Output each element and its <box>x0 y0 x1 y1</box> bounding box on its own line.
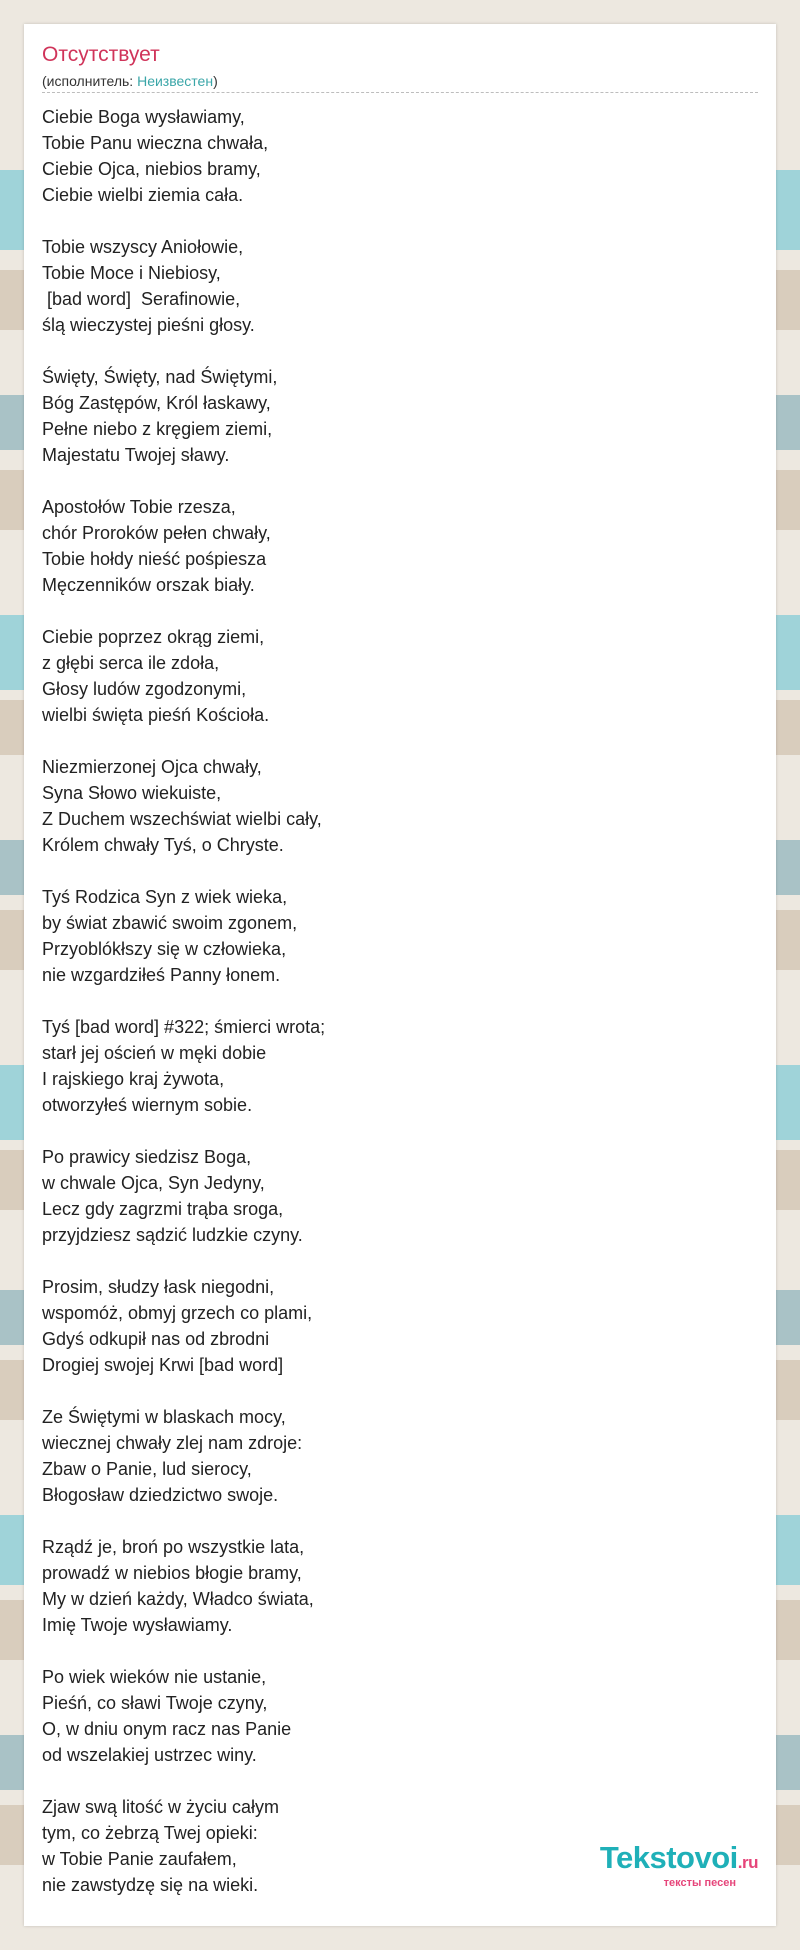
lyrics-line: Błogosław dziedzictwo swoje. <box>42 1485 279 1505</box>
lyrics-line: Tyś Rodzica Syn z wiek wieka, <box>42 887 288 907</box>
lyrics-line: by świat zbawić swoim zgonem, <box>42 913 298 933</box>
artist-link[interactable]: Неизвестен <box>137 73 214 89</box>
lyrics-line: Syna Słowo wiekuiste, <box>42 783 222 803</box>
lyrics-text <box>42 104 742 1924</box>
lyrics-line: Pieśń, co sławi Twoje czyny, <box>42 1693 268 1713</box>
lyrics-stanza <box>42 884 742 988</box>
logo-wordmark <box>600 1842 758 1879</box>
site-logo[interactable] <box>600 1842 758 1890</box>
lyrics-stanza <box>42 364 742 468</box>
lyrics-line: chór Proroków pełen chwały, <box>42 523 271 543</box>
lyrics-line: Po wiek wieków nie ustanie, <box>42 1667 267 1687</box>
lyrics-stanza <box>42 1664 742 1768</box>
lyrics-line: Drogiej swojej Krwi [bad word] <box>42 1355 284 1375</box>
lyrics-line: Ciebie Boga wysławiamy, <box>42 107 245 127</box>
lyrics-stanza <box>42 1014 742 1118</box>
lyrics-stanza <box>42 1534 742 1638</box>
logo-name: Tekstovoi <box>599 1840 738 1875</box>
lyrics-line: Królem chwały Tyś, o Chryste. <box>42 835 284 855</box>
lyrics-line: Ciebie wielbi ziemia cała. <box>42 185 244 205</box>
artist-suffix: ) <box>213 73 218 89</box>
lyrics-line: otworzyłeś wiernym sobie. <box>42 1095 253 1115</box>
lyrics-stanza <box>42 754 742 858</box>
title-divider <box>42 92 758 93</box>
lyrics-line: Ciebie Ojca, niebios bramy, <box>42 159 261 179</box>
lyrics-line: Tyś [bad word] #322; śmierci wrota; <box>42 1017 326 1037</box>
song-title: Отсутствует <box>42 43 160 66</box>
lyrics-line: Ze Świętymi w blaskach mocy, <box>42 1407 286 1427</box>
lyrics-line: O, w dniu onym racz nas Panie <box>42 1719 292 1739</box>
lyrics-line: [bad word] Serafinowie, <box>42 289 241 309</box>
lyrics-line: Tobie Moce i Niebiosy, <box>42 263 221 283</box>
lyrics-line: Niezmierzonej Ojca chwały, <box>42 757 262 777</box>
lyrics-line: nie wzgardziłeś Panny łonem. <box>42 965 281 985</box>
lyrics-line: wspomóż, obmyj grzech co plami, <box>42 1303 313 1323</box>
logo-tld: .ru <box>737 1853 758 1872</box>
logo-tagline: тексты песен <box>663 1877 736 1889</box>
lyrics-line: starł jej oścień w męki dobie <box>42 1043 267 1063</box>
lyrics-line: Zbaw o Panie, lud sierocy, <box>42 1459 252 1479</box>
lyrics-line: Męczenników orszak biały. <box>42 575 255 595</box>
artist-prefix: (исполнитель: <box>42 73 138 89</box>
lyrics-line: z głębi serca ile zdoła, <box>42 653 220 673</box>
lyrics-line: Gdyś odkupił nas od zbrodni <box>42 1329 270 1349</box>
artist-line <box>42 72 218 90</box>
lyrics-line: Rządź je, broń po wszystkie lata, <box>42 1537 305 1557</box>
lyrics-line: Zjaw swą litość w życiu całym <box>42 1797 280 1817</box>
lyrics-stanza <box>42 1144 742 1248</box>
lyrics-line: od wszelakiej ustrzec winy. <box>42 1745 257 1765</box>
lyrics-line: wiecznej chwały zlej nam zdroje: <box>42 1433 303 1453</box>
lyrics-line: Imię Twoje wysławiamy. <box>42 1615 233 1635</box>
lyrics-stanza <box>42 494 742 598</box>
lyrics-line: Bóg Zastępów, Król łaskawy, <box>42 393 271 413</box>
lyrics-line: Święty, Święty, nad Świętymi, <box>42 367 278 387</box>
lyrics-line: Majestatu Twojej sławy. <box>42 445 230 465</box>
lyrics-line: Przyoblókłszy się w człowieka, <box>42 939 287 959</box>
lyrics-line: Po prawicy siedzisz Boga, <box>42 1147 252 1167</box>
lyrics-stanza <box>42 104 742 208</box>
lyrics-line: w Tobie Panie zaufałem, <box>42 1849 237 1869</box>
lyrics-card <box>24 24 776 1926</box>
lyrics-line: Głosy ludów zgodzonymi, <box>42 679 247 699</box>
lyrics-line: My w dzień każdy, Władco świata, <box>42 1589 314 1609</box>
lyrics-line: Prosim, słudzy łask niegodni, <box>42 1277 275 1297</box>
lyrics-stanza <box>42 1404 742 1508</box>
lyrics-line: ślą wieczystej pieśni głosy. <box>42 315 255 335</box>
lyrics-line: tym, co żebrzą Twej opieki: <box>42 1823 258 1843</box>
lyrics-line: Tobie hołdy nieść pośpiesza <box>42 549 267 569</box>
lyrics-stanza <box>42 624 742 728</box>
lyrics-stanza <box>42 234 742 338</box>
lyrics-line: nie zawstydzę się na wieki. <box>42 1875 259 1895</box>
lyrics-line: prowadź w niebios błogie bramy, <box>42 1563 302 1583</box>
lyrics-line: wielbi święta pieśń Kościoła. <box>42 705 270 725</box>
lyrics-line: Ciebie poprzez okrąg ziemi, <box>42 627 265 647</box>
lyrics-line: Apostołów Tobie rzesza, <box>42 497 236 517</box>
lyrics-stanza <box>42 1274 742 1378</box>
lyrics-line: Lecz gdy zagrzmi trąba sroga, <box>42 1199 284 1219</box>
lyrics-line: Tobie Panu wieczna chwała, <box>42 133 269 153</box>
lyrics-line: I rajskiego kraj żywota, <box>42 1069 225 1089</box>
lyrics-line: Pełne niebo z kręgiem ziemi, <box>42 419 273 439</box>
lyrics-line: Z Duchem wszechświat wielbi cały, <box>42 809 322 829</box>
lyrics-line: przyjdziesz sądzić ludzkie czyny. <box>42 1225 303 1245</box>
lyrics-line: w chwale Ojca, Syn Jedyny, <box>42 1173 265 1193</box>
lyrics-line: Tobie wszyscy Aniołowie, <box>42 237 244 257</box>
